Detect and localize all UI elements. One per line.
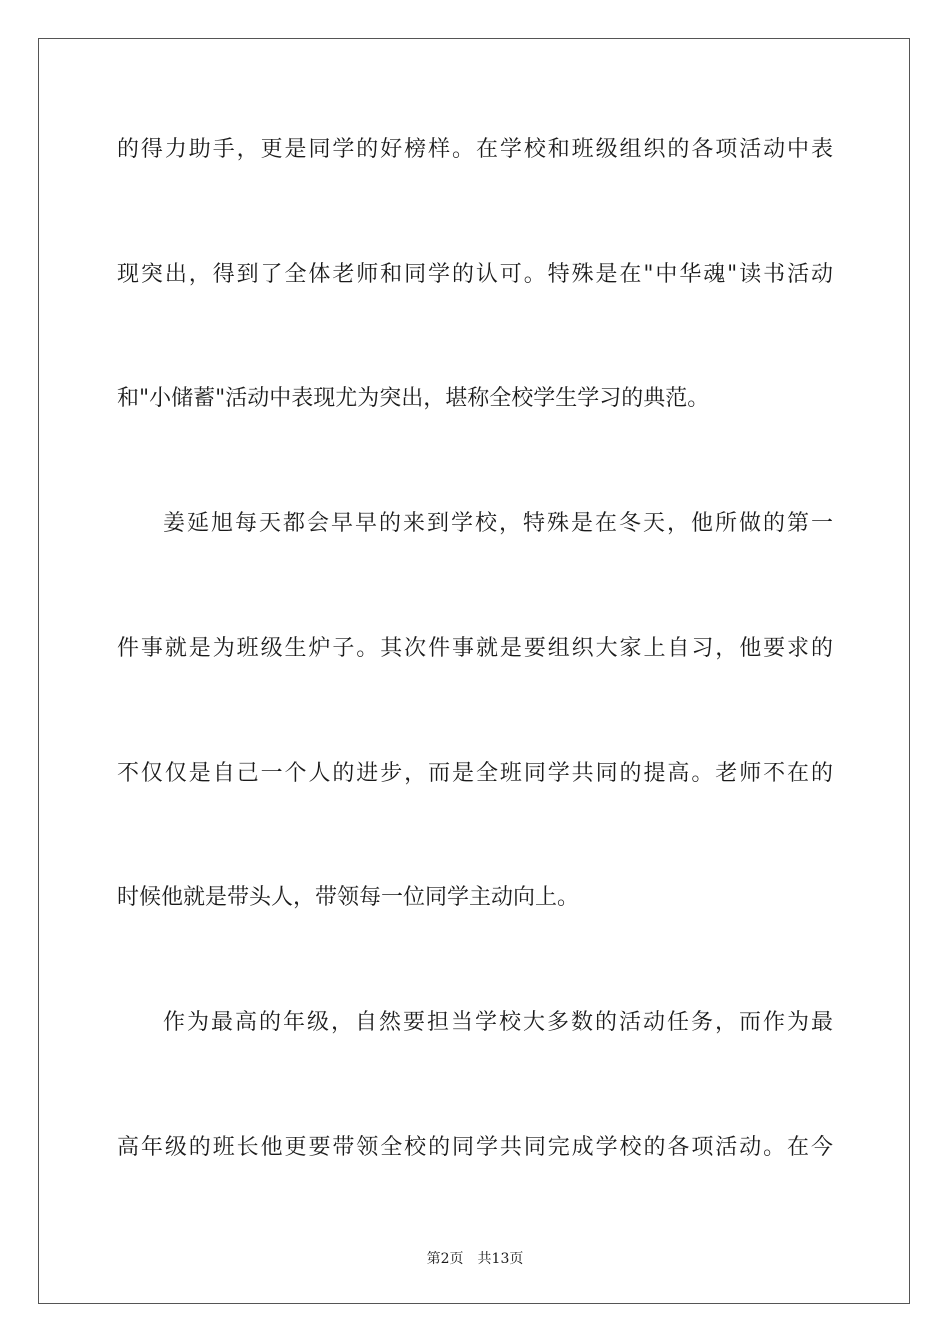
paragraph-line: 姜延旭每天都会早早的来到学校，特殊是在冬天，他所做的第一: [163, 511, 833, 536]
paragraph-line: 不仅仅是自己一个人的进步，而是全班同学共同的提高。老师不在的: [117, 761, 833, 786]
paragraph-line: 现突出，得到了全体老师和同学的认可。特殊是在"中华魂"读书活动: [117, 262, 833, 287]
paragraph-line: 和"小储蓄"活动中表现尤为突出，堪称全校学生学习的典范。: [117, 386, 710, 411]
paragraph-line: 作为最高的年级，自然要担当学校大多数的活动任务，而作为最: [163, 1010, 833, 1035]
total-pages: 共13页: [477, 1251, 524, 1267]
paragraph-line: 时候他就是带头人，带领每一位同学主动向上。: [117, 885, 580, 910]
page-number: 第2页: [426, 1251, 464, 1267]
page-border: [38, 38, 910, 1304]
paragraph-line: 件事就是为班级生炉子。其次件事就是要组织大家上自习，他要求的: [117, 636, 833, 661]
page-footer: [0, 1248, 950, 1268]
paragraph-line: 的得力助手，更是同学的好榜样。在学校和班级组织的各项活动中表: [117, 137, 833, 162]
paragraph-line: 高年级的班长他更要带领全校的同学共同完成学校的各项活动。在今: [117, 1135, 833, 1160]
